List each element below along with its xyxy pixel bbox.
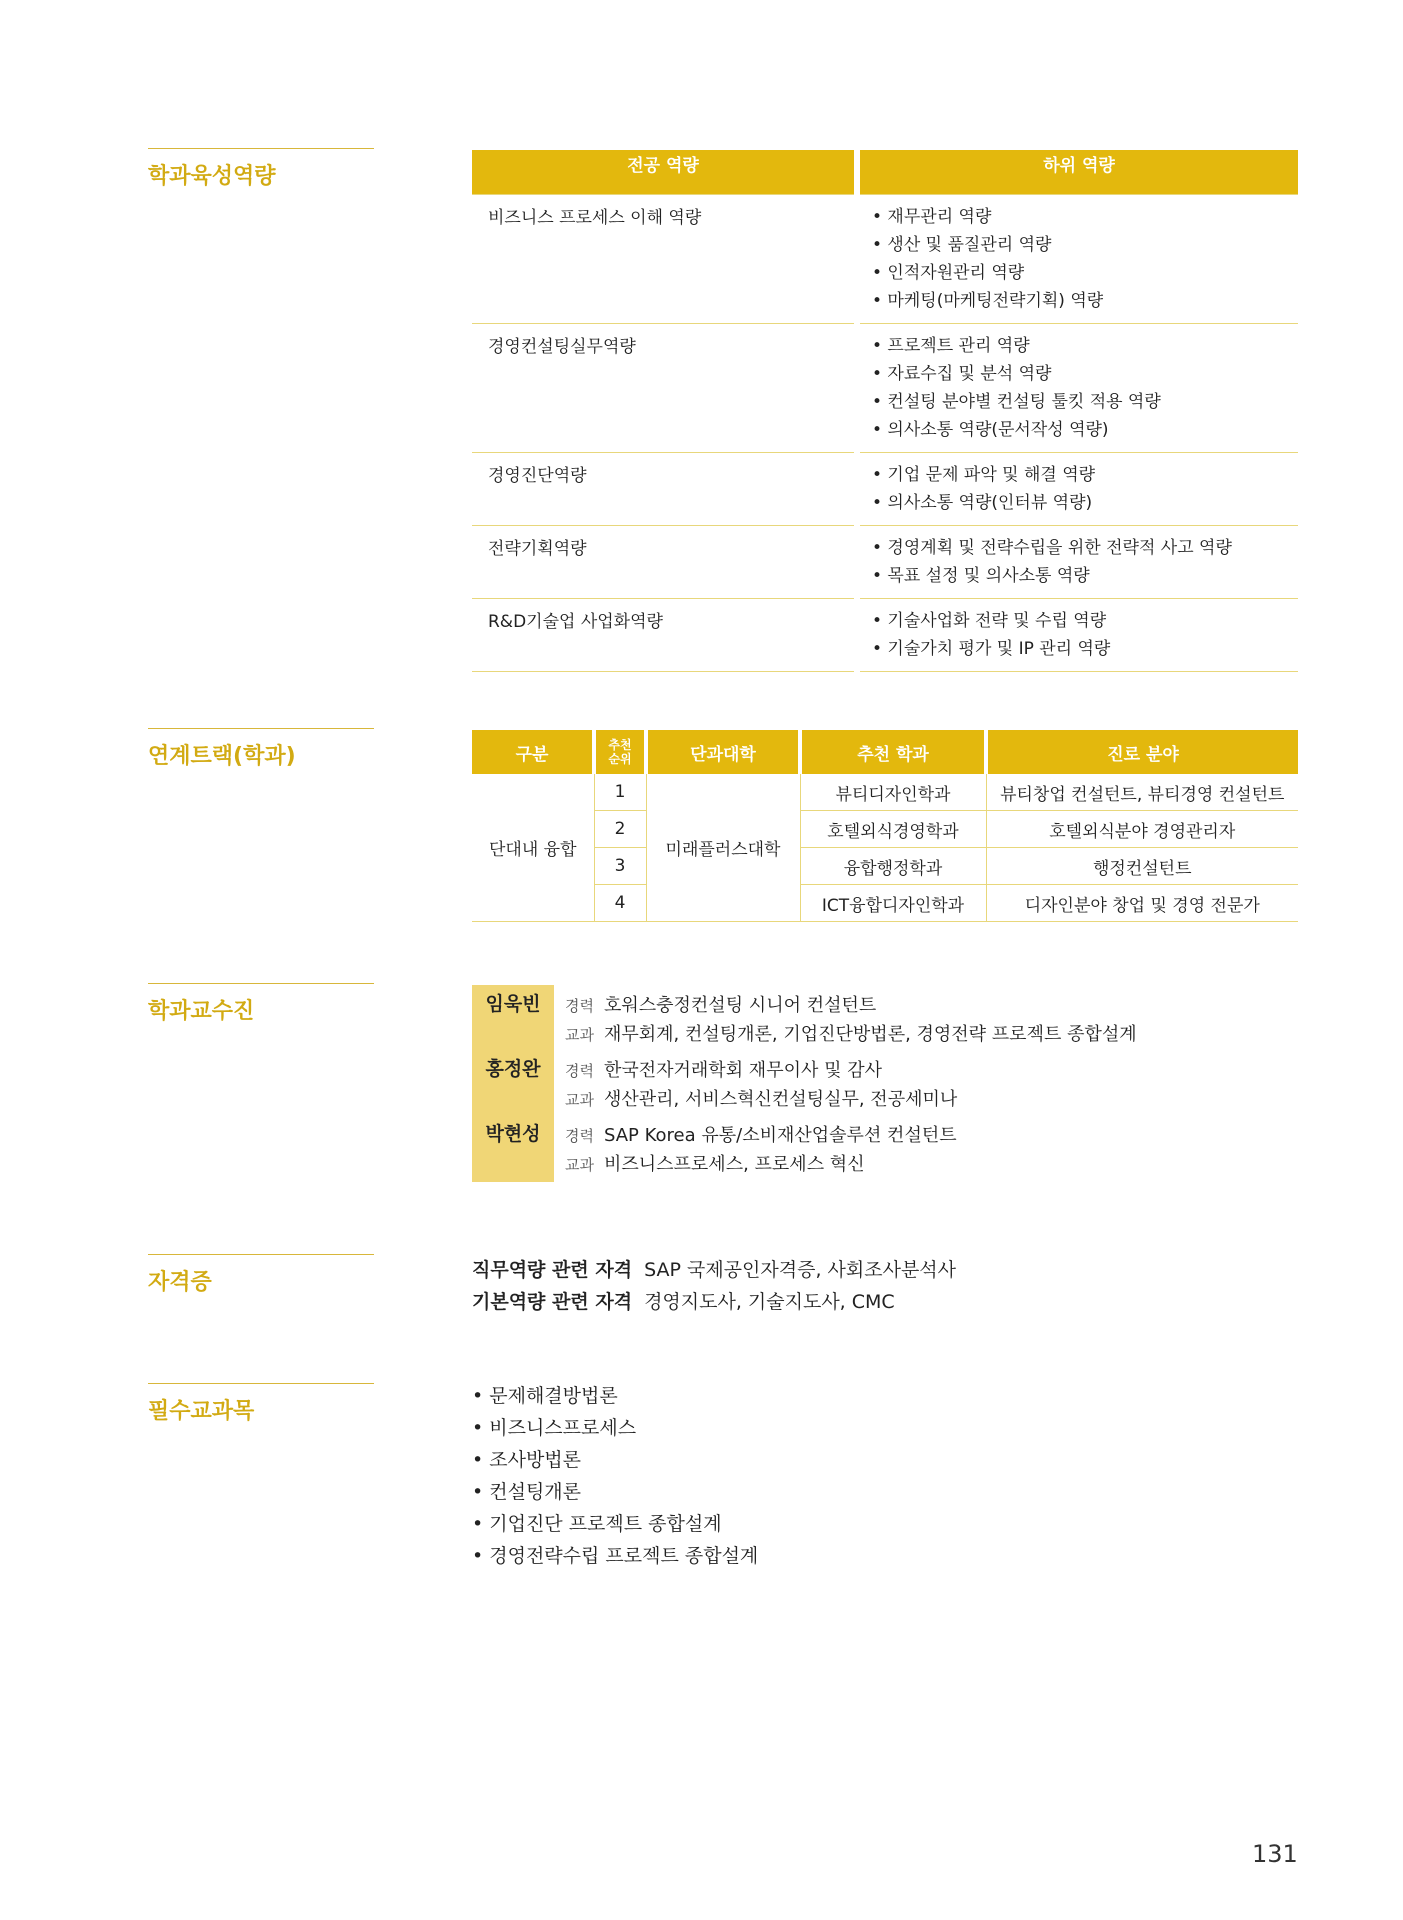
section-title-track: 연계트랙(학과) [148,728,374,770]
major-competency: 경영진단역량 [472,453,857,526]
track-rank: 4 [594,885,646,922]
career-text: 한국전자거래학회 재무이사 및 감사 [603,1060,882,1081]
track-department: 호텔외식경영학과 [800,811,986,848]
track-department: 뷰티디자인학과 [800,774,986,811]
sub-competency: • 의사소통 역량(인터뷰 역량) [872,493,1093,513]
header-category: 구분 [472,730,594,774]
faculty-name: 박현성 [485,1123,541,1145]
course-text: 생산관리, 서비스혁신컨설팅실무, 전공세미나 [603,1089,958,1110]
required-course-list [472,1380,758,1572]
header-college: 단과대학 [646,730,800,774]
course-label: 교과 [565,1026,594,1044]
major-competency: 비즈니스 프로세스 이해 역량 [472,195,857,324]
table-row [472,324,1298,453]
header-recommend: 추천 [608,738,632,752]
table-row [472,453,1298,526]
cert-line [472,1255,956,1282]
table-row [472,885,1298,922]
faculty-courses [565,1020,1137,1046]
sub-competency: • 의사소통 역량(문서작성 역량) [872,420,1109,440]
track-category: 단대내 융합 [472,774,594,922]
sub-competency: • 기술사업화 전략 및 수립 역량 [872,611,1107,631]
track-career: 디자인분야 창업 및 경영 전문가 [986,885,1298,922]
sub-competency: • 프로젝트 관리 역량 [872,336,1030,356]
track-career: 행정컨설턴트 [986,848,1298,885]
sub-competency: • 생산 및 품질관리 역량 [872,235,1052,255]
course-text: 재무회계, 컨설팅개론, 기업진단방법론, 경영전략 프로젝트 종합설계 [603,1024,1137,1045]
cert-value: 경영지도사, 기술지도사, CMC [644,1291,895,1313]
cert-label: 직무역량 관련 자격 [472,1259,633,1281]
header-major: 전공 역량 [472,150,857,195]
table-row [472,811,1298,848]
sub-competency: • 컨설팅 분야별 컨설팅 툴킷 적용 역량 [872,392,1161,412]
header-department: 추천 학과 [800,730,986,774]
course-label: 교과 [565,1091,594,1109]
list-item: • 비즈니스프로세스 [472,1417,637,1439]
faculty-career [565,991,876,1017]
major-competency: R&D기술업 사업화역량 [472,599,857,672]
list-item: • 컨설팅개론 [472,1481,582,1503]
table-row [472,599,1298,672]
sub-competency: • 인적자원관리 역량 [872,263,1025,283]
track-college: 미래플러스대학 [646,774,800,922]
faculty-courses [565,1150,865,1176]
table-row [472,774,1298,811]
header-sub: 하위 역량 [857,150,1298,195]
cert-label: 기본역량 관련 자격 [472,1291,633,1313]
major-competency: 전략기획역량 [472,526,857,599]
list-item: • 기업진단 프로젝트 종합설계 [472,1513,722,1535]
career-text: SAP Korea 유통/소비재산업솔루션 컨설턴트 [603,1125,957,1146]
track-rank: 1 [594,774,646,811]
career-label: 경력 [565,1127,594,1145]
cert-value: SAP 국제공인자격증, 사회조사분석사 [644,1259,957,1281]
faculty-career [565,1056,882,1082]
course-text: 비즈니스프로세스, 프로세스 혁신 [603,1154,865,1175]
header-career: 진로 분야 [986,730,1298,774]
cert-line [472,1287,895,1314]
sub-competency: • 마케팅(마케팅전략기획) 역량 [872,291,1104,311]
sub-competency: • 자료수집 및 분석 역량 [872,364,1052,384]
track-department: ICT융합디자인학과 [800,885,986,922]
table-row [472,848,1298,885]
track-department: 융합행정학과 [800,848,986,885]
sub-competency: • 재무관리 역량 [872,207,992,227]
list-item: • 문제해결방법론 [472,1385,618,1407]
table-row [472,195,1298,324]
faculty-name: 임욱빈 [485,993,541,1015]
section-title-certs: 자격증 [148,1254,374,1296]
sub-competency: • 목표 설정 및 의사소통 역량 [872,566,1090,586]
section-title-faculty: 학과교수진 [148,983,374,1025]
section-title-competency: 학과육성역량 [148,148,374,190]
list-item: • 경영전략수립 프로젝트 종합설계 [472,1545,759,1567]
competency-table [472,150,1298,672]
track-rank: 2 [594,811,646,848]
career-label: 경력 [565,997,594,1015]
section-title-required: 필수교과목 [148,1383,374,1425]
track-career: 호텔외식분야 경영관리자 [986,811,1298,848]
sub-competency: • 기술가치 평가 및 IP 관리 역량 [872,639,1111,659]
sub-competency: • 경영계획 및 전략수립을 위한 전략적 사고 역량 [872,538,1232,558]
page-number: 131 [1252,1840,1298,1868]
track-rank: 3 [594,848,646,885]
course-label: 교과 [565,1156,594,1174]
header-rank: 순위 [608,752,632,766]
major-competency: 경영컨설팅실무역량 [472,324,857,453]
faculty-name: 홍정완 [485,1058,541,1080]
track-table [472,730,1298,922]
career-label: 경력 [565,1062,594,1080]
table-row [472,526,1298,599]
track-career: 뷰티창업 컨설턴트, 뷰티경영 컨설턴트 [986,774,1298,811]
list-item: • 조사방법론 [472,1449,582,1471]
faculty-courses [565,1085,957,1111]
sub-competency: • 기업 문제 파악 및 해결 역량 [872,465,1096,485]
faculty-career [565,1121,957,1147]
career-text: 호워스충정컨설팅 시니어 컨설턴트 [603,995,877,1016]
